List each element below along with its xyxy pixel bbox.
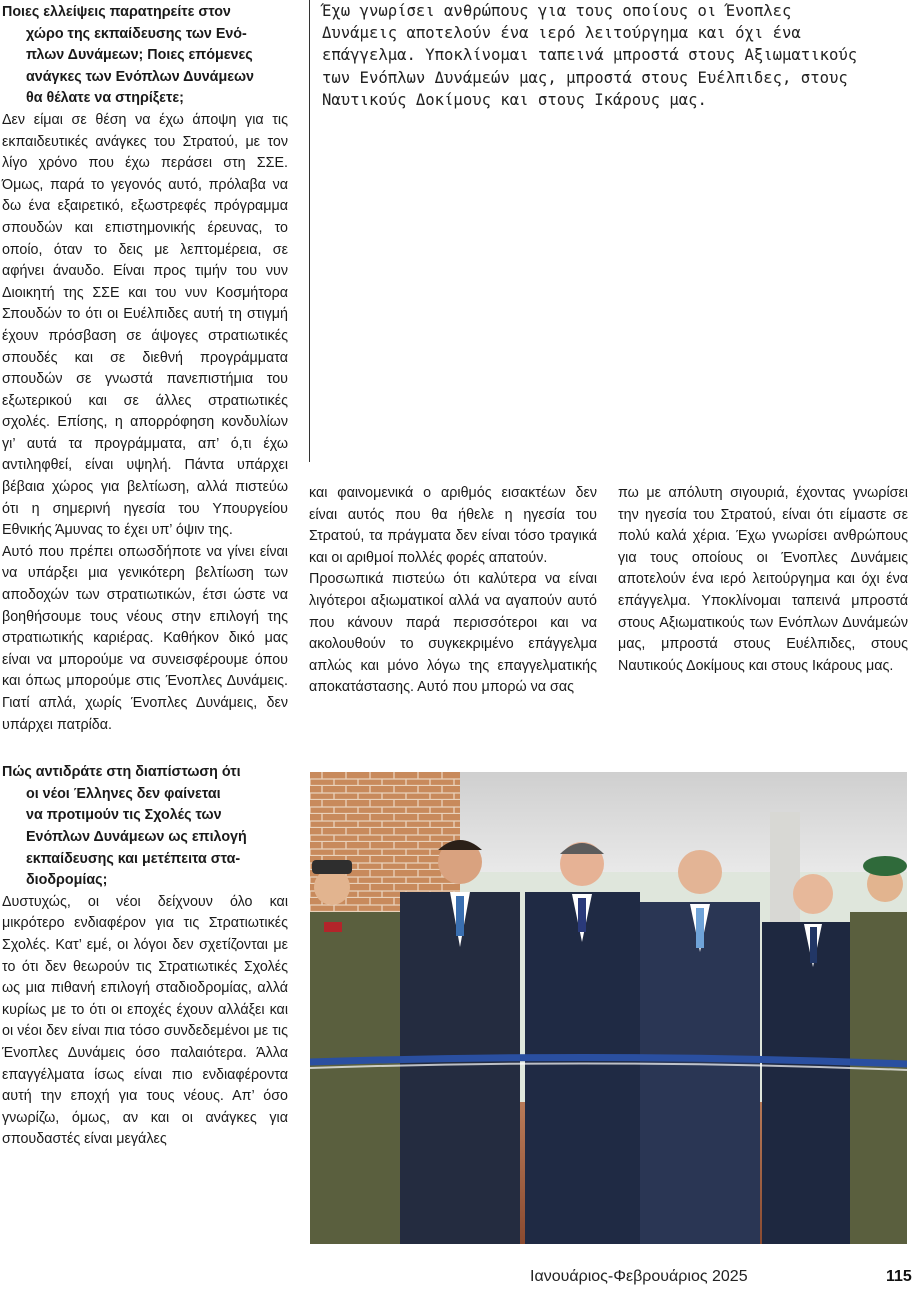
person-4 <box>640 850 760 1244</box>
answer-paragraph: Προσωπικά πιστεύω ότι καλύτερα να είναι λιγότεροι αξιωματικοί αλλά να αγαπούν αυτό που κάνουν παρά περισσότεροι και να ακολουθούν το συγκεκριμένο επάγγελμα απλώς και μόνο λόγω της επαγγελματικής αποκατάστασης. Αυτό που μπορώ να σας <box>309 571 597 696</box>
question-line: θα θέλατε να στηρίξετε; <box>26 90 184 107</box>
question-line: πλων Δυνάμεων; Ποιες επόμενες <box>26 47 253 64</box>
interview-question-2 <box>2 762 288 892</box>
question-line: οι νέοι Έλληνες δεν φαίνεται <box>26 785 221 802</box>
pull-quote-line: Έχω γνωρίσει ανθρώπους για τους οποίους οι Ένοπλες <box>322 2 792 20</box>
photo-illustration <box>310 772 907 1244</box>
answer-paragraph: Δυστυχώς, οι νέοι δείχνουν όλο και μικρότερο ενδιαφέρον για τις Στρατιωτικές Σχολές. Κατ’ εμέ, οι λόγοι δεν σχετίζονται με το ότι δεν θεωρούν τις Στρατιωτικές Σχολές ως μια πιθανή επιλογή σταδιοδρομίας, αλλά κυρίως με το ότι οι εποχές έχουν αλλάξει και οι νέοι δεν είναι πια τόσο συνδεδεμένοι με τις Ένοπλες Δυνάμεις όσο παλαιότερα. Άλλα επαγγέλματα ίσως είναι πιο ενδιαφέροντα αυτή την εποχή για τους νέους. Απ’ όσο γνωρίζω, όμως, αν και οι ανάγκες για σπουδαστές είναι μεγάλες <box>2 893 288 1148</box>
ribbon-cutting-photo <box>310 772 907 1244</box>
question-line: χώρο της εκπαίδευσης των Ενό- <box>26 25 247 42</box>
middle-column <box>309 483 597 699</box>
pull-quote-line: επάγγελμα. Υποκλίνομαι ταπεινά μπροστά στους Αξιωματικούς <box>322 46 858 65</box>
question-line: Πώς αντιδράτε στη διαπίστωση ότι <box>2 764 241 781</box>
pull-quote-line: των Ενόπλων Δυνάμεών μας, μπροστά στους Ευέλπιδες, στους <box>322 68 848 87</box>
question-line: ανάγκες των Ενόπλων Δυνάμεων <box>26 68 255 85</box>
pull-quote-line: Ναυτικούς Δοκίμους και στους Ικάρους μας. <box>322 90 707 109</box>
officer-left <box>310 860 400 1244</box>
interview-question-1 <box>2 2 288 110</box>
right-column <box>618 483 908 677</box>
officer-right <box>850 856 907 1244</box>
page-number: 115 <box>886 1268 912 1285</box>
answer-paragraph: Δεν είμαι σε θέση να έχω άποψη για τις εκπαιδευτικές ανάγκες του Στρατού, με τον λίγο χρόνο που έχω περάσει στη ΣΣΕ. Όμως, παρά το γεγονός αυτό, πρόλαβα να δω ένα εξαιρετικό, εξωστρεφές πρόγραμμα σπουδών και επιστημονικής έρευνας, το οποίο, όταν το δεις με λεπτομέρεια, σε αφήνει άναυδο. Είναι προς τιμήν του νυν Διοικητή της ΣΣΕ και του νυν Κοσμήτορα Σπουδών το ότι οι Ευέλπιδες αυτή τη στιγμή έχουν πρόσβαση σε άψογες στρατιωτικές σπουδές και σε διεθνή προγράμματα σπουδών σε γνωστά πανεπιστήμια του εξωτερικού και σε άλλες στρατιωτικές σχολές. Επίσης, η απορρόφηση κονδυλίων γι’ αυτά τα προγράμματα, απ’ ό,τι έχω αντιληφθεί, είναι υψηλή. Πάντα υπάρχει βέβαια χώρος για βελτίωση, αλλά πιστεύω ότι η σημερινή ηγεσία του Υπουργείου Εθνικής Άμυνας το έχει υπ’ όψιν της. <box>2 111 288 539</box>
pull-quote-line: Δυνάμεις αποτελούν ένα ιερό λειτούργημα και όχι ένα <box>322 24 801 43</box>
person-3 <box>525 842 640 1244</box>
person-2 <box>400 840 520 1244</box>
answer-paragraph: και φαινομενικά ο αριθμός εισακτέων δεν είναι αυτός που θα ήθελε η ηγεσία του Στρατού, τα πράγματα δεν είναι τόσο τραγικά και οι αριθμοί πολλές φορές απατούν. <box>309 485 597 566</box>
question-line: Ενόπλων Δυνάμεων ως επιλογή <box>26 828 247 845</box>
question-line: Ποιες ελλείψεις παρατηρείτε στον <box>2 4 231 20</box>
question-line: διοδρομίας; <box>26 872 108 889</box>
answer-paragraph: Αυτό που πρέπει οπωσδήποτε να γίνει είναι να υπάρξει μια γενικότερη βελτίωση των αποδοχών των στρατιωτικών, έτσι ώστε να βοηθήσουμε τους νέους στην επιλογή της στρατιωτικής καριέρας. Καθήκον δικό μας είναι να μπορούμε να συνεισφέρουμε όπου και όπως μπορούμε στις Ένοπλες Δυνάμεις. Γιατί απλά, χωρίς Ένοπλες Δυνάμεις, δεν υπάρχει πατρίδα. <box>2 543 288 733</box>
question-line: εκπαίδευσης και μετέπειτα στα- <box>26 850 241 867</box>
issue-date: Ιανουάριος-Φεβρουάριος 2025 <box>530 1268 748 1285</box>
left-column <box>2 2 288 1151</box>
question-line: να προτιμούν τις Σχολές των <box>26 807 222 824</box>
pull-quote <box>309 0 909 462</box>
answer-paragraph: πω με απόλυτη σιγουριά, έχοντας γνωρίσει την ηγεσία του Στρατού, είναι ότι είμαστε σε πολύ καλά χέρια. Έχω γνωρίσει ανθρώπους για τους οποίους οι Ένοπλες Δυνάμεις αποτελούν ένα ιερό λειτούργημα και όχι ένα επάγγελμα. Υποκλίνομαι ταπεινά μπροστά στους Αξιωματικούς των Ενόπλων Δυνάμεών μας, μπροστά στους Ευέλπιδες, στους Ναυτικούς Δοκίμους και στους Ικάρους μας. <box>618 485 908 674</box>
